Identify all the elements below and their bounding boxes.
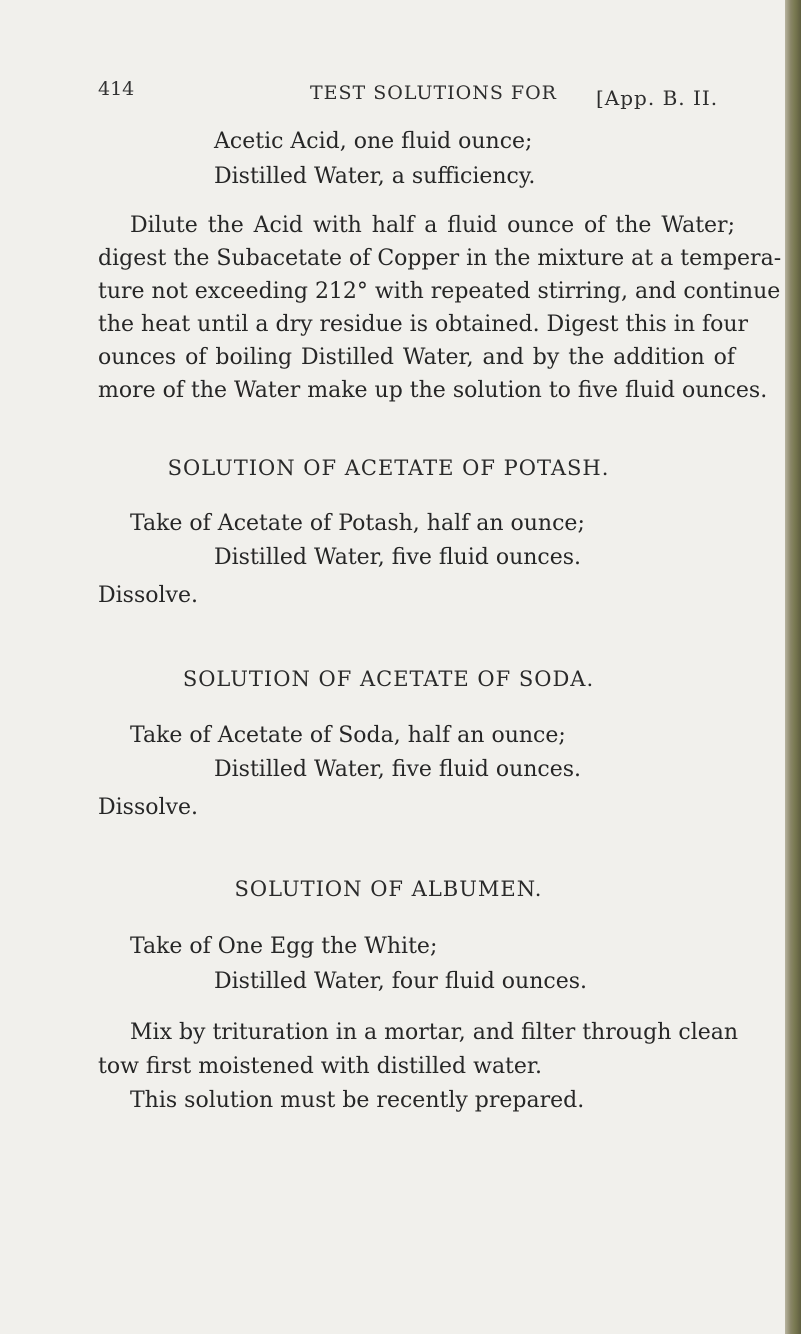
direction-line: Dissolve. bbox=[98, 795, 198, 820]
direction-line: This solution must be recently prepared. bbox=[130, 1088, 585, 1113]
section-heading: SOLUTION OF ACETATE OF SODA. bbox=[182, 667, 595, 691]
paragraph-line: ounces of boiling Distilled Water, and by the addition of bbox=[98, 345, 735, 370]
section-heading: SOLUTION OF ACETATE OF POTASH. bbox=[167, 456, 610, 480]
paragraph-line: the heat until a dry residue is obtained. Digest this in four bbox=[98, 312, 749, 337]
ingredient-line: Distilled Water, four fluid ounces. bbox=[214, 969, 588, 994]
ingredient-line: Take of Acetate of Soda, half an ounce; bbox=[130, 723, 566, 748]
running-title: TEST SOLUTIONS FOR bbox=[310, 82, 557, 104]
ingredient-line: Take of One Egg the White; bbox=[130, 934, 438, 959]
ingredient-line: Distilled Water, five fluid ounces. bbox=[214, 545, 582, 570]
paragraph-line: ture not exceeding 212° with repeated stirring, and continue bbox=[98, 279, 781, 304]
ingredient-line: Take of Acetate of Potash, half an ounce; bbox=[130, 511, 585, 536]
paragraph-line: digest the Subacetate of Copper in the mixture at a tempera- bbox=[98, 246, 782, 271]
appendix-reference: [App. B. II. bbox=[596, 86, 719, 110]
direction-line: tow first moistened with distilled water. bbox=[98, 1054, 543, 1079]
section-heading: SOLUTION OF ALBUMEN. bbox=[234, 877, 543, 901]
page-number: 414 bbox=[98, 78, 135, 100]
running-head bbox=[0, 72, 801, 112]
page-edge-shadow bbox=[785, 0, 801, 1334]
ingredient-line: Acetic Acid, one fluid ounce; bbox=[214, 129, 533, 154]
ingredient-line: Distilled Water, five fluid ounces. bbox=[214, 757, 582, 782]
direction-line: Dissolve. bbox=[98, 583, 198, 608]
direction-line: Mix by trituration in a mortar, and filter through clean bbox=[130, 1020, 739, 1045]
paragraph-line: Dilute the Acid with half a fluid ounce of the Water; bbox=[130, 213, 735, 238]
ingredient-line: Distilled Water, a sufficiency. bbox=[214, 164, 536, 189]
paragraph-line: more of the Water make up the solution to five fluid ounces. bbox=[98, 378, 768, 403]
